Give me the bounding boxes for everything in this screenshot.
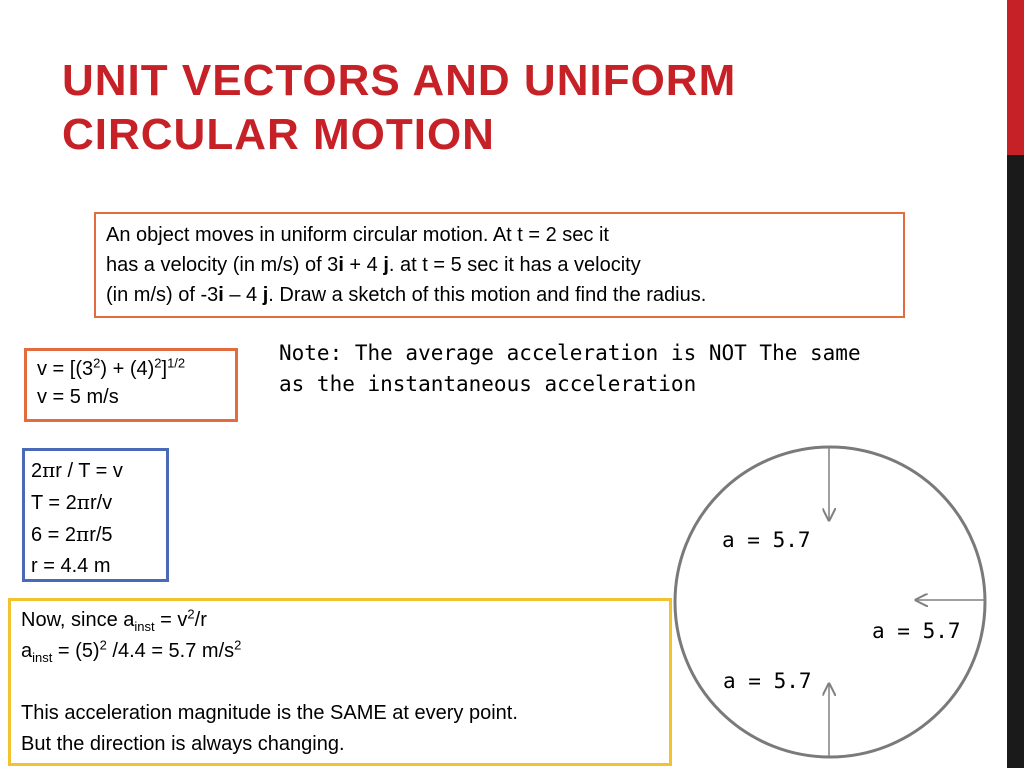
radius-line-3 (31, 519, 160, 551)
problem-statement-box (94, 212, 905, 318)
slide-title (62, 54, 962, 162)
radius-text: r/v (89, 492, 113, 514)
exponent: 2 (99, 637, 107, 653)
unit-vector-j: j (383, 254, 389, 276)
accel-line-4: But the direction is always changing. (21, 733, 345, 755)
accel-label-bottom: a = 5.7 (723, 669, 812, 693)
accel-line-2 (21, 636, 659, 667)
unit-vector-i: i (218, 284, 224, 306)
radius-line-1 (31, 455, 160, 487)
accel-text: /4.4 = 5.7 m/s (106, 640, 235, 662)
exponent: 2 (187, 606, 195, 622)
accel-line-3: This acceleration magnitude is the SAME at every point. (21, 702, 518, 724)
accel-text: = (5) (52, 640, 100, 662)
speed-calculation-box (24, 348, 238, 422)
radius-text: T = 2 (31, 492, 77, 514)
pi-symbol: π (76, 490, 90, 514)
pi-symbol: π (76, 522, 90, 546)
radius-text: 6 = 2 (31, 524, 77, 546)
speed-text: ] (161, 358, 168, 380)
speed-line-2: v = 5 m/s (37, 386, 119, 408)
problem-text: + 4 (343, 254, 384, 276)
radius-text: r / T = v (55, 460, 123, 482)
problem-text: – 4 (223, 284, 263, 306)
title-line-2: CIRCULAR MOTION (62, 110, 495, 159)
accent-bar-dark (1007, 155, 1024, 768)
accel-label-right: a = 5.7 (872, 619, 961, 643)
unit-vector-i: i (338, 254, 344, 276)
exponent: 2 (234, 637, 242, 653)
note-line-2: as the instantaneous acceleration (279, 372, 697, 396)
accel-line-1 (21, 605, 659, 636)
note-line-1: Note: The average acceleration is NOT The same (279, 341, 861, 365)
acceleration-note (279, 338, 939, 400)
speed-text: ) + (4) (100, 358, 155, 380)
subscript: inst (134, 619, 155, 634)
accent-bar-red (1007, 0, 1024, 155)
exponent: 2 (154, 355, 162, 371)
exponent: 2 (93, 355, 101, 371)
accel-spacer (21, 667, 659, 698)
accel-text: /r (194, 609, 207, 631)
title-line-1: UNIT VECTORS AND UNIFORM (62, 56, 737, 105)
problem-text: (in m/s) of -3 (106, 284, 219, 306)
problem-line-2 (106, 250, 893, 280)
unit-vector-j: j (262, 284, 269, 306)
exponent: 1/2 (167, 355, 186, 371)
problem-text: . Draw a sketch of this motion and find the radius. (268, 284, 707, 306)
problem-text: has a velocity (in m/s) of 3 (106, 254, 339, 276)
accel-text: Now, since a (21, 609, 135, 631)
radius-calculation-box (22, 448, 169, 582)
radius-line-2 (31, 487, 160, 519)
acceleration-box (8, 598, 672, 766)
pi-symbol: π (42, 458, 56, 482)
radius-text: r/5 (89, 524, 113, 546)
motion-circle (675, 447, 985, 757)
problem-text: . at t = 5 sec it has a velocity (388, 254, 641, 276)
speed-line-1 (37, 355, 225, 383)
radius-line-4: r = 4.4 m (31, 555, 111, 577)
accel-text: a (21, 640, 33, 662)
speed-text: v = [(3 (37, 358, 94, 380)
accel-text: = v (154, 609, 188, 631)
problem-line-1: An object moves in uniform circular motion. At t = 2 sec it (106, 224, 609, 246)
radius-text: 2 (31, 460, 43, 482)
accel-label-top: a = 5.7 (722, 528, 811, 552)
problem-line-3 (106, 280, 893, 310)
subscript: inst (32, 650, 53, 665)
